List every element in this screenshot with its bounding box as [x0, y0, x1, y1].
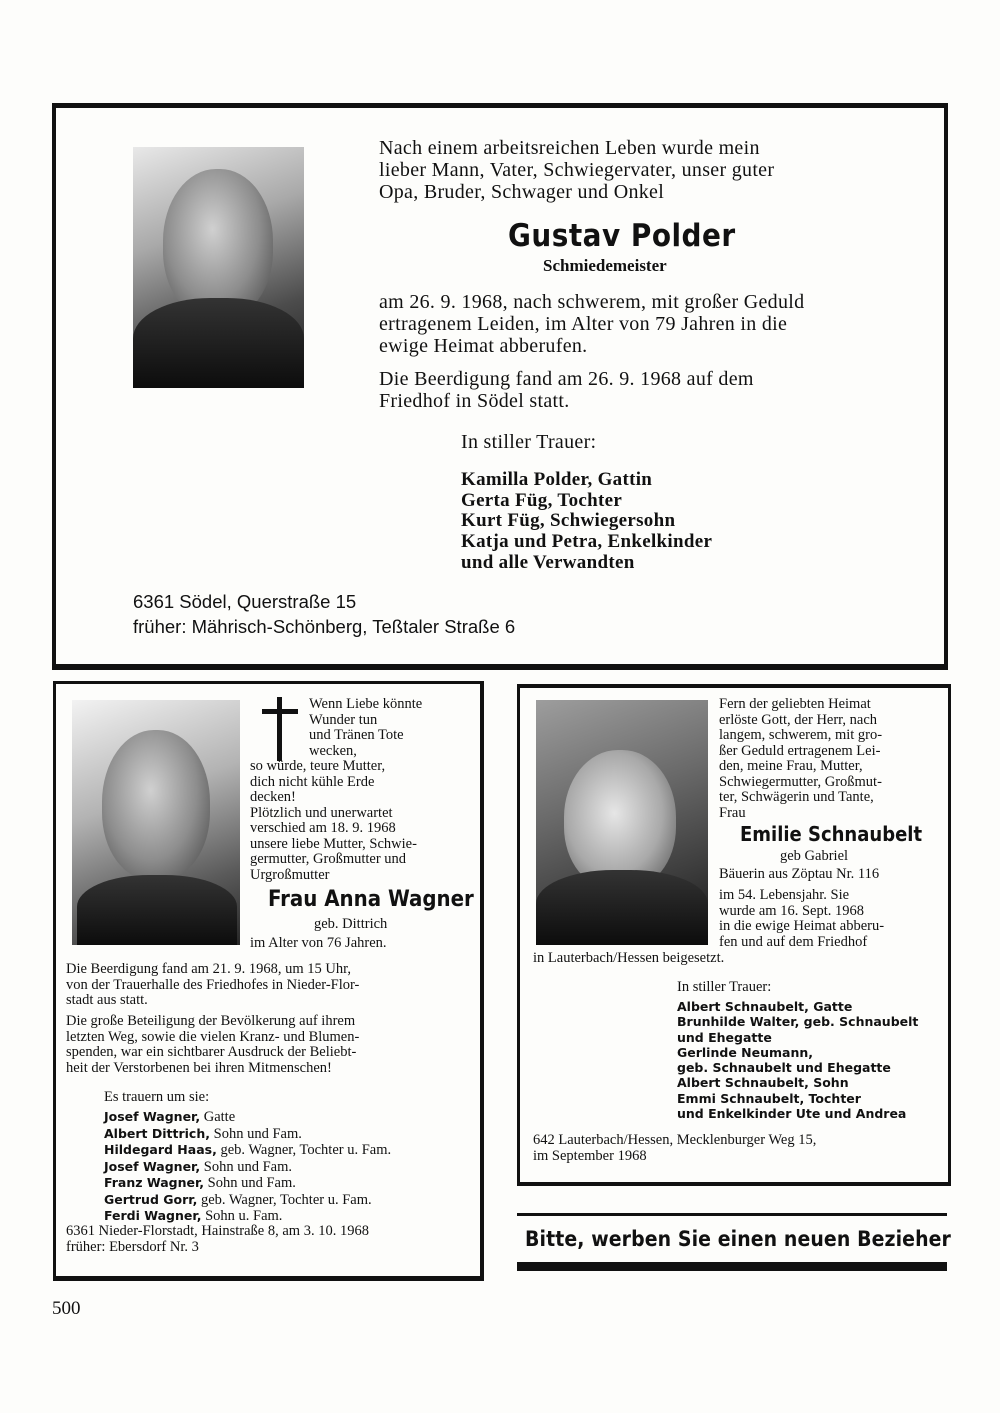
wagner-maiden: geb. Dittrich: [314, 916, 388, 932]
polder-intro: Nach einem arbeitsreichen Leben wurde mein lieber Mann, Vater, Schwiegervater, unser guter Opa, Bruder, Schwager und Onkel: [379, 137, 775, 203]
polder-name: Gustav Polder: [508, 218, 736, 254]
advert-bottom-rule: [517, 1262, 947, 1271]
polder-funeral: Die Beerdigung fand am 26. 9. 1968 auf dem Friedhof in Södel statt.: [379, 368, 754, 412]
list-item: und Enkelkinder Ute und Andrea: [677, 1106, 907, 1122]
schnaubelt-intro: Fern der geliebten Heimat erlöste Gott, der Herr, nach langem, schwerem, mit gro- ßer Geduld ertragenem Lei- den, meine Frau, Mutter, Schwiegermutter, Großmut- ter, Schwägerin und Tante, Frau: [719, 696, 883, 821]
list-item: Hildegard Haas, geb. Wagner, Tochter u. Fam.: [104, 1142, 392, 1158]
polder-mourning-heading: In stiller Trauer:: [461, 431, 597, 453]
list-item: Brunhilde Walter, geb. Schnaubelt: [677, 1014, 919, 1030]
portrait-anna-wagner: [72, 700, 240, 945]
list-item: Ferdi Wagner, Sohn u. Fam.: [104, 1208, 283, 1224]
wagner-age: im Alter von 76 Jahren.: [250, 935, 387, 951]
polder-title: Schmiedemeister: [543, 256, 667, 275]
list-item: geb. Schnaubelt und Ehegatte: [677, 1060, 891, 1076]
wagner-mourners: [104, 1109, 391, 1225]
list-item: Josef Wagner, Gatte: [104, 1109, 236, 1125]
page-number: 500: [52, 1298, 81, 1319]
schnaubelt-body: im 54. Lebensjahr. Sie wurde am 16. Sept. 1968 in die ewige Heimat abberu- fen und auf dem Friedhof: [719, 887, 885, 950]
schnaubelt-body-end: in Lauterbach/Hessen beigesetzt.: [533, 950, 725, 966]
list-item: Albert Dittrich, Sohn und Fam.: [104, 1125, 302, 1142]
list-item: Josef Wagner, Sohn und Fam.: [104, 1158, 292, 1175]
cross-icon: [262, 697, 298, 761]
schnaubelt-mourners: [677, 999, 918, 1121]
list-item: Albert Schnaubelt, Gatte: [677, 999, 853, 1014]
wagner-name: Frau Anna Wagner: [268, 887, 474, 912]
list-item: Gertrud Gorr, geb. Wagner, Tochter u. Fam.: [104, 1191, 372, 1208]
list-item: Emmi Schnaubelt, Tochter: [677, 1090, 861, 1106]
list-item: Gerlinde Neumann,: [677, 1044, 813, 1060]
portrait-emilie-schnaubelt: [536, 700, 708, 945]
advert-top-rule: [517, 1213, 947, 1216]
schnaubelt-address: 642 Lauterbach/Hessen, Mecklenburger Weg 15, im September 1968: [533, 1132, 817, 1164]
polder-body: am 26. 9. 1968, nach schwerem, mit großer Geduld ertragenem Leiden, im Alter von 79 Jahren in die ewige Heimat abberufen.: [379, 291, 805, 357]
schnaubelt-name: Emilie Schnaubelt: [740, 822, 923, 846]
wagner-address: 6361 Nieder-Florstadt, Hainstraße 8, am 3. 10. 1968 früher: Ebersdorf Nr. 3: [66, 1223, 369, 1255]
schnaubelt-mourning-heading: In stiller Trauer:: [677, 979, 772, 995]
polder-address: 6361 Södel, Querstraße 15 früher: Mährisch-Schönberg, Teßtaler Straße 6: [133, 591, 516, 637]
list-item: Franz Wagner, Sohn und Fam.: [104, 1175, 296, 1191]
schnaubelt-occupation: Bäuerin aus Zöptau Nr. 116: [719, 866, 880, 882]
list-item: Albert Schnaubelt, Sohn: [677, 1075, 849, 1091]
advert-text: Bitte, werben Sie einen neuen Bezieher: [525, 1227, 951, 1251]
polder-mourners: Kamilla Polder, Gattin Gerta Füg, Tochter Kurt Füg, Schwiegersohn Katja und Petra, Enkelkinder und alle Verwandten: [461, 469, 713, 573]
wagner-poem-tail: so würde, teure Mutter, dich nicht kühle Erde decken! Plötzlich und unerwartet verschied am 18. 9. 1968 unsere liebe Mutter, Schwie- germutter, Großmutter und Urgroßmutter: [250, 758, 417, 883]
wagner-funeral: Die Beerdigung fand am 21. 9. 1968, um 15 Uhr, von der Trauerhalle des Friedhofes in Nieder-Flor- stadt aus statt.: [66, 961, 360, 1008]
wagner-thanks: Die große Beteiligung der Bevölkerung auf ihrem letzten Weg, sowie die vielen Kranz- und Blumen- spenden, war ein sichtbarer Ausdruck der Beliebt- heit der Verstorbenen bei ihren Mitmenschen!: [66, 1013, 360, 1076]
wagner-poem-head: Wenn Liebe könnte Wunder tun und Tränen Tote wecken,: [309, 696, 423, 759]
portrait-gustav-polder: [133, 147, 304, 388]
list-item: und Ehegatte: [677, 1029, 772, 1045]
schnaubelt-maiden: geb Gabriel: [780, 848, 849, 864]
wagner-mourning-heading: Es trauern um sie:: [104, 1089, 210, 1105]
